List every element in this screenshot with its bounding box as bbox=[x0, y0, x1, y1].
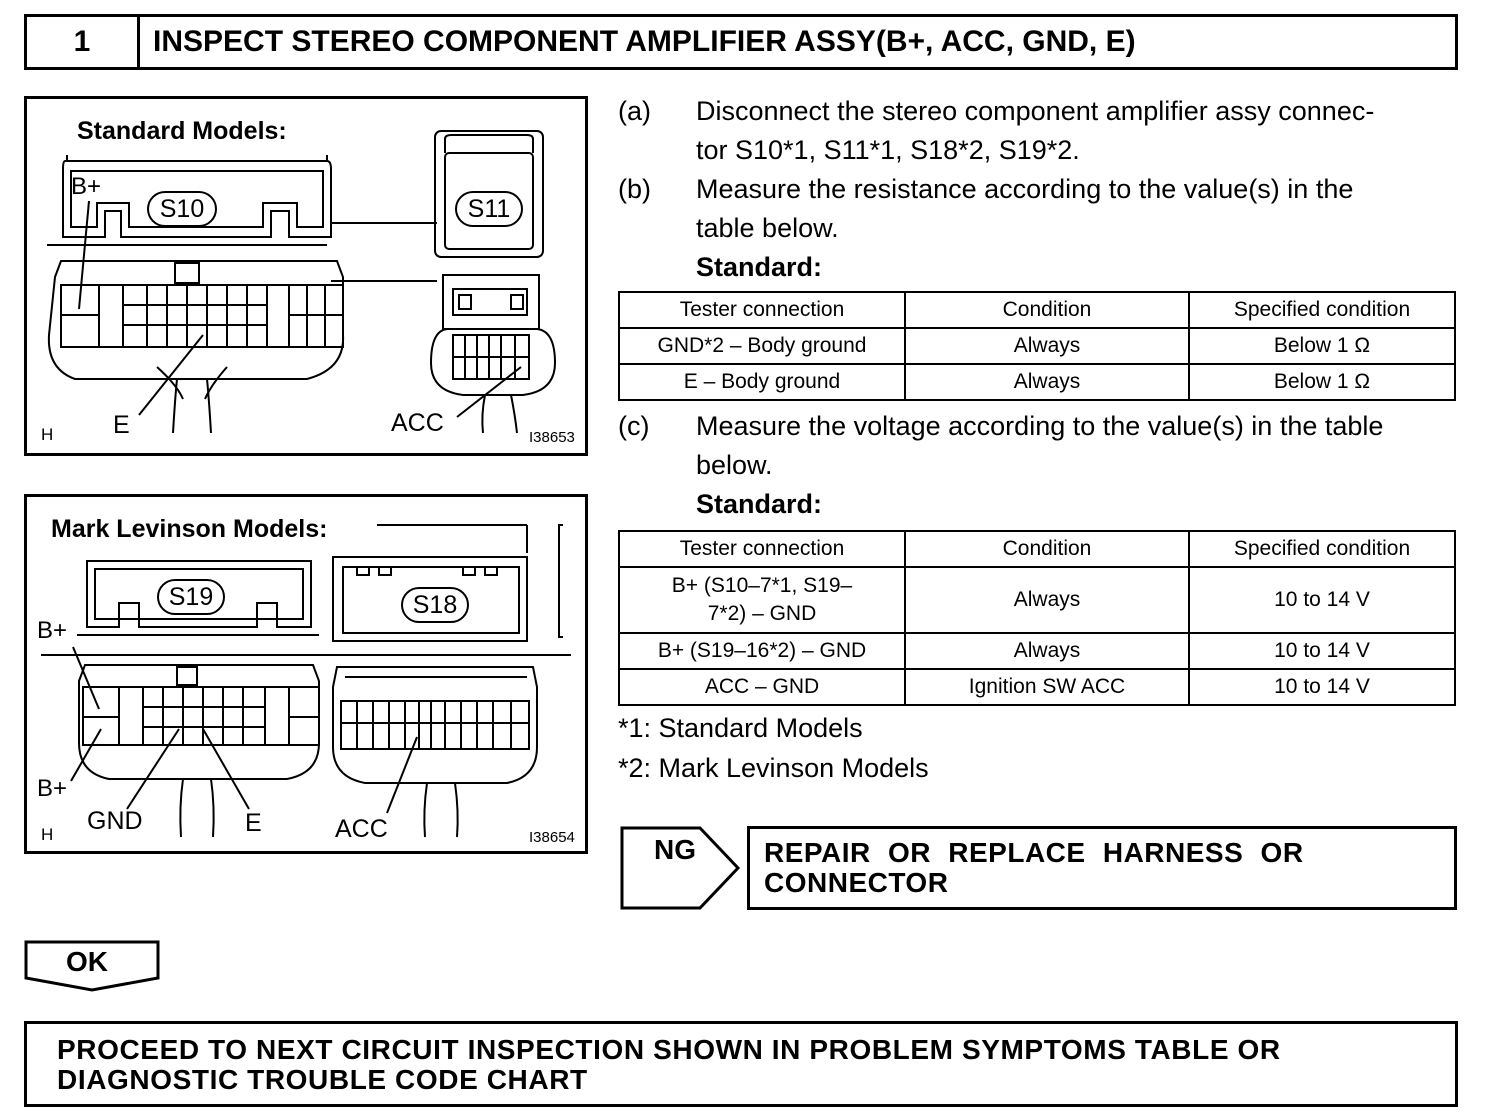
table-cell: Always bbox=[905, 633, 1189, 669]
proceed-line1: PROCEED TO NEXT CIRCUIT INSPECTION SHOWN IN PROBLEM SYMPTOMS TABLE OR bbox=[57, 1034, 1281, 1065]
bplus-bottom-pin-label: B+ bbox=[37, 775, 68, 802]
step-c-line1: Measure the voltage according to the value(s) in the table bbox=[696, 411, 1384, 441]
bplus-pin-label: B+ bbox=[71, 173, 102, 200]
step-a-line2: tor S10*1, S11*1, S18*2, S19*2. bbox=[696, 135, 1080, 165]
step-c-label: (c) bbox=[618, 411, 650, 441]
ok-label: OK bbox=[66, 946, 108, 977]
standard-label-resistance: Standard: bbox=[696, 252, 823, 282]
bplus-top-pin-label: B+ bbox=[37, 617, 68, 644]
step-b-label: (b) bbox=[618, 174, 651, 204]
connector-s18-label: S18 bbox=[401, 587, 469, 623]
voltage-table bbox=[618, 530, 1456, 706]
e-pin-label: E bbox=[245, 809, 262, 837]
corner-mark: H bbox=[41, 825, 54, 844]
inspection-steps bbox=[618, 92, 1458, 788]
gnd-pin-label: GND bbox=[87, 807, 143, 835]
table-header-row bbox=[619, 292, 1455, 328]
acc-pin-label: ACC bbox=[391, 409, 444, 437]
figure-standard-models bbox=[24, 96, 588, 456]
step-a bbox=[618, 92, 1458, 170]
step-header bbox=[24, 14, 1458, 70]
table-cell: E – Body ground bbox=[619, 364, 905, 400]
ok-result-arrow bbox=[24, 940, 162, 992]
table-cell: Always bbox=[905, 328, 1189, 364]
ng-label: NG bbox=[654, 834, 696, 865]
table-cell: B+ (S19–16*2) – GND bbox=[619, 633, 905, 669]
acc-pin-label: ACC bbox=[335, 815, 388, 843]
table-cell: Below 1 Ω bbox=[1189, 364, 1455, 400]
step-a-label: (a) bbox=[618, 96, 651, 126]
step-a-line1: Disconnect the stereo component amplifier assy connec- bbox=[696, 96, 1375, 126]
figure-id: I38653 bbox=[529, 429, 575, 446]
ng-action-line2: CONNECTOR bbox=[764, 867, 949, 898]
step-c-line2: below. bbox=[696, 450, 773, 480]
step-title: INSPECT STEREO COMPONENT AMPLIFIER ASSY(B+, ACC, GND, E) bbox=[153, 25, 1136, 58]
table-cell: Below 1 Ω bbox=[1189, 328, 1455, 364]
connector-s19-label: S19 bbox=[157, 579, 225, 615]
ng-action-box bbox=[747, 826, 1457, 910]
figure-id: I38654 bbox=[529, 829, 575, 846]
footnote-standard: *1: Standard Models bbox=[618, 713, 863, 743]
connector-s10-label: S10 bbox=[147, 191, 217, 227]
table-cell: Always bbox=[905, 567, 1189, 633]
table-header-row bbox=[619, 531, 1455, 567]
table-row bbox=[619, 567, 1455, 633]
table-row bbox=[619, 328, 1455, 364]
connector-s11-label: S11 bbox=[455, 191, 523, 227]
step-c bbox=[618, 407, 1458, 485]
table-cell: 10 to 14 V bbox=[1189, 669, 1455, 705]
levinson-models-title: Mark Levinson Models: bbox=[51, 515, 328, 543]
table-cell: GND*2 – Body ground bbox=[619, 328, 905, 364]
table-cell: 10 to 14 V bbox=[1189, 567, 1455, 633]
ng-action-line1: REPAIR OR REPLACE HARNESS OR bbox=[764, 837, 1304, 868]
step-b-line1: Measure the resistance according to the value(s) in the bbox=[696, 174, 1354, 204]
levinson-connector-diagram bbox=[27, 497, 585, 851]
table-cell: Always bbox=[905, 364, 1189, 400]
table-row bbox=[619, 364, 1455, 400]
ng-result-arrow bbox=[620, 826, 742, 910]
table-row bbox=[619, 669, 1455, 705]
corner-mark: H bbox=[41, 425, 54, 444]
header-cell: Condition bbox=[905, 531, 1189, 567]
standard-connector-diagram bbox=[27, 99, 585, 453]
proceed-line2: DIAGNOSTIC TROUBLE CODE CHART bbox=[57, 1064, 588, 1095]
header-cell: Specified condition bbox=[1189, 292, 1455, 328]
proceed-box bbox=[24, 1021, 1458, 1107]
step-b-line2: table below. bbox=[696, 213, 839, 243]
table-cell: ACC – GND bbox=[619, 669, 905, 705]
e-pin-label: E bbox=[113, 411, 130, 439]
header-cell: Tester connection bbox=[619, 531, 905, 567]
footnote-levinson: *2: Mark Levinson Models bbox=[618, 753, 929, 783]
table-cell: Ignition SW ACC bbox=[905, 669, 1189, 705]
header-cell: Specified condition bbox=[1189, 531, 1455, 567]
header-cell: Tester connection bbox=[619, 292, 905, 328]
standard-models-title: Standard Models: bbox=[77, 117, 287, 145]
header-cell: Condition bbox=[905, 292, 1189, 328]
table-cell: B+ (S10–7*1, S19–7*2) – GND bbox=[619, 567, 905, 633]
resistance-table bbox=[618, 291, 1456, 401]
figure-levinson-models bbox=[24, 494, 588, 854]
step-b bbox=[618, 170, 1458, 248]
table-cell: 10 to 14 V bbox=[1189, 633, 1455, 669]
standard-label-voltage: Standard: bbox=[696, 489, 823, 519]
step-number: 1 bbox=[27, 17, 140, 67]
table-row bbox=[619, 633, 1455, 669]
